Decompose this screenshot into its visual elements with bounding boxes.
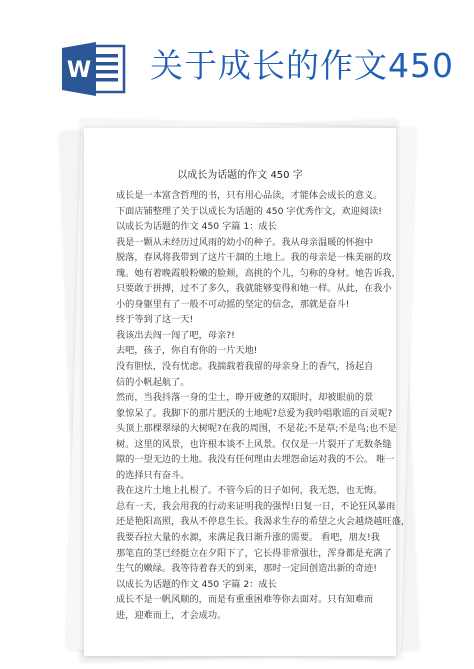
document-line: 以成长为话题的作文 450 字篇 1：成长 bbox=[116, 221, 277, 233]
document-line: 成长是一本富含哲理的书，只有用心品读，才能体会成长的意义。 bbox=[116, 190, 383, 201]
document-line: 信的小帆起航了。 bbox=[116, 376, 190, 388]
document-line: 我在这片土地上扎根了。不管今后的日子如何，我无怨，也无悔。 bbox=[116, 485, 383, 497]
document-line: 进，迎难而上，才会成功。 bbox=[116, 609, 227, 621]
document-line: 我是一颗从未经历过风雨的幼小的种子。我从母亲温暖的怀抱中 bbox=[116, 236, 374, 248]
document-line: 我要吞拉大量的水源，来满足我日渐升涨的需要。 看吧，朋友!我 bbox=[116, 532, 380, 544]
document-line: 树。这里的风景，也许根本谈不上风景。仅仅是一片裂开了无数条缝 bbox=[116, 438, 392, 450]
document-line: 我该出去闯一闯了吧，母亲?! bbox=[116, 329, 235, 341]
document-line: 的选择只有奋斗。 bbox=[116, 469, 190, 481]
document-line: 小的身躯里有了一般不可动摇的坚定的信念，那就是奋斗! bbox=[116, 298, 350, 310]
document-line: 象惊呆了。我脚下的那片肥沃的土地呢?总爱为我吟唱歌谣的百灵呢? bbox=[116, 407, 393, 419]
document-line: 隙的一望无边的土地。我没有任何理由去埋怨命运对我的不公。 唯一 bbox=[116, 454, 395, 466]
word-icon-letter: W bbox=[66, 58, 92, 83]
document-line: 那笔直的茎已经挺立在夕阳下了，它长得非常强壮，浑身都是充满了 bbox=[116, 547, 392, 559]
document-line: 只要敢于拼搏，过不了多久，我就能够变得和她一样。从此，在我小 bbox=[116, 283, 392, 295]
document-line: 下面店铺整理了关于以成长为话题的 450 字优秀作文，欢迎阅读! bbox=[116, 205, 382, 217]
document-line: 然而，当我抖落一身的尘土，睁开疲惫的双眼时，却被眼前的景 bbox=[116, 392, 374, 404]
document-line: 还是艳阳高照，我从不停息生长。我渴求生存的希望之火会越烧越旺盛， bbox=[116, 516, 410, 528]
document-page bbox=[84, 128, 410, 656]
document-body bbox=[116, 188, 410, 623]
document-line: 生气的嫩绿。我等待着春天的到来，那时一定回创造出新的奇迹! bbox=[116, 563, 377, 575]
document-line: 去吧，孩子，你自有你的一片天地! bbox=[116, 345, 258, 357]
document-title: 以成长为话题的作文 450 字 bbox=[177, 170, 303, 181]
document-line: 脱落，春风将我带到了这片干涸的土地上。我的母亲是一株美丽的玫 bbox=[116, 252, 392, 264]
document-line: 没有胆怯，没有忧虑。我揣载着我留的母亲身上的香气，扬起自 bbox=[116, 361, 374, 373]
header-banner bbox=[0, 0, 474, 118]
page-title: 关于成长的作文450 bbox=[150, 46, 454, 85]
document-line: 成长不是一帆风顺的，而是有重重困难等你去面对。只有知难而 bbox=[116, 594, 374, 606]
document-line: 瑰。她有着晚霞般粉嫩的脸颊，高挑的个儿，匀称的身材。她告诉我， bbox=[116, 267, 401, 279]
document-line: 以成长为话题的作文 450 字篇 2：成长 bbox=[116, 578, 277, 590]
document-line: 总有一天，我会用我的行动来证明我的强悍!日复一日，不论狂风暴雨 bbox=[116, 500, 396, 512]
word-document-icon bbox=[62, 40, 128, 98]
document-line: 头顶上那棵翠绿的大树呢?在我的周围，不是花;不是草;不是鸟;也不是 bbox=[116, 423, 397, 435]
document-line: 终于等到了这一天! bbox=[116, 314, 194, 326]
